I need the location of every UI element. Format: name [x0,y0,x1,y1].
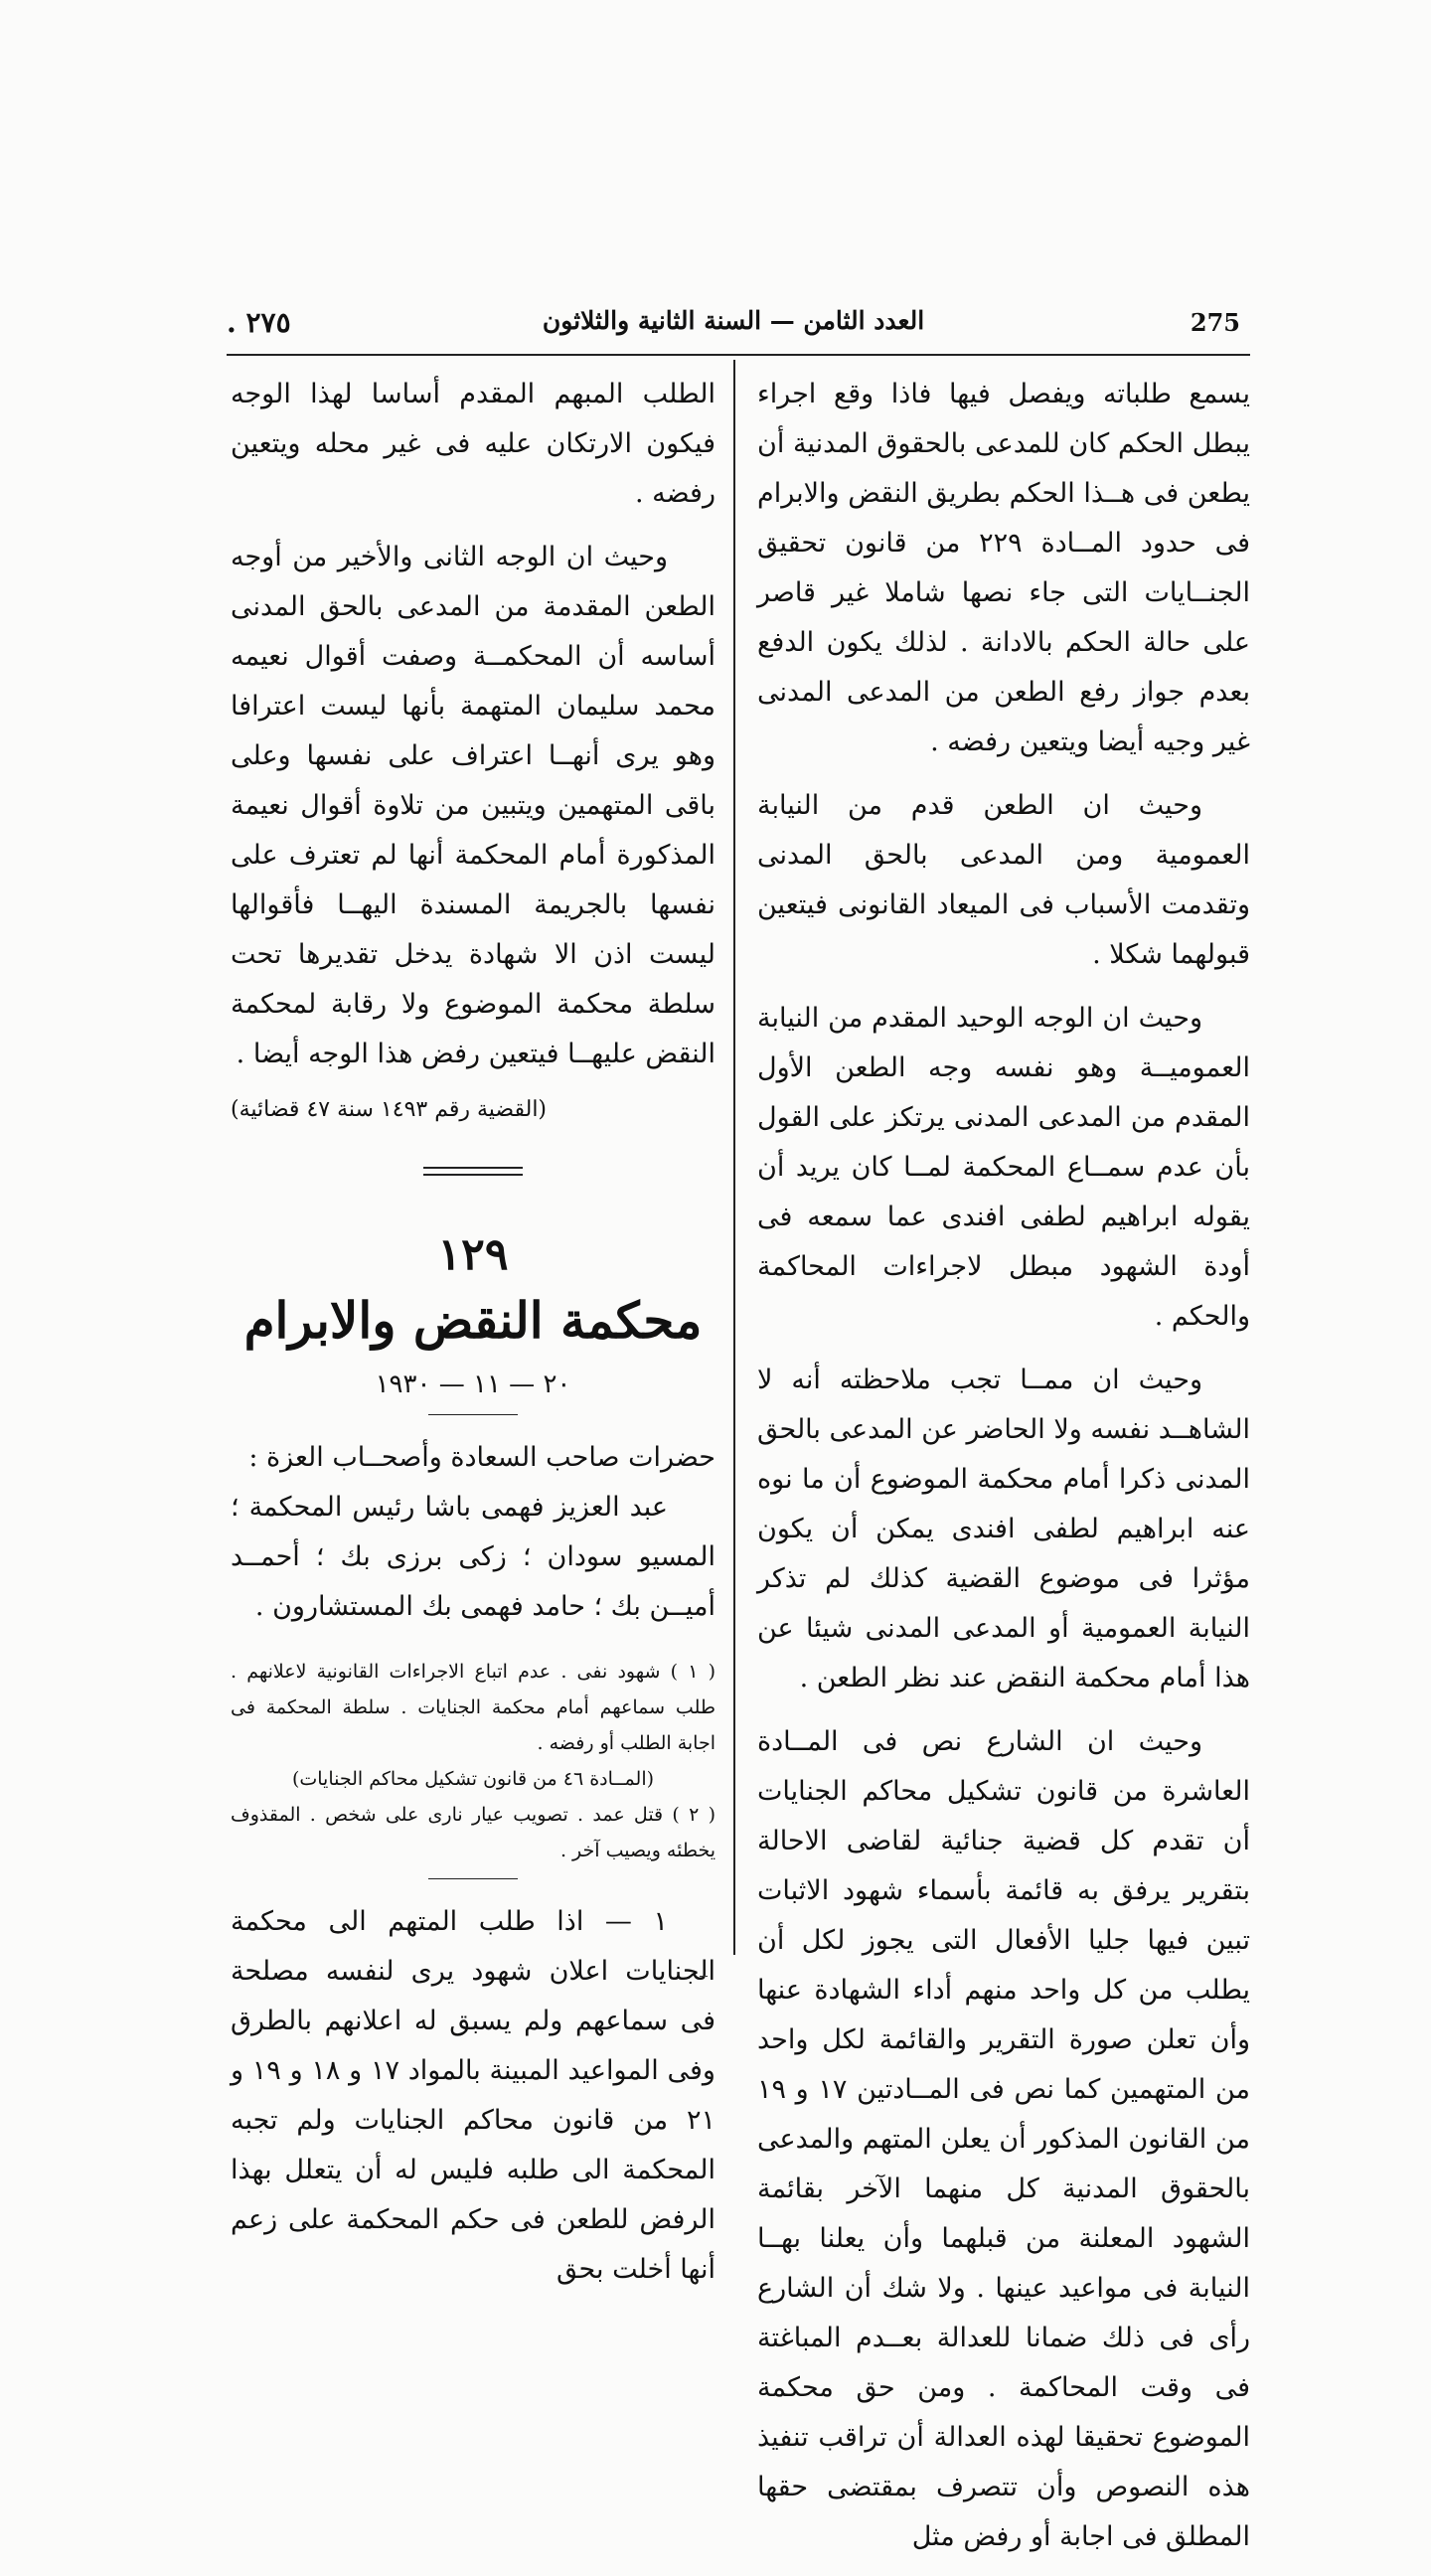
divider [428,1414,518,1415]
bench-members: عبد العزيز فهمى باشا رئيس المحكمة ؛ المسيو سودان ؛ زكى برزى بك ؛ أحمــد أميــن بك ؛ حامد فهمى بك المستشارون . [231,1492,716,1622]
case-date: ٢٠ — ١١ — ١٩٣٠ [375,1369,571,1399]
paragraph: يسمع طلباته ويفصل فيها فاذا وقع اجراء يبطل الحكم كان للمدعى بالحقوق المدنية أن يطعن فى هــذا الحكم بطريق النقض والابرام فى حدود المــادة ٢٢٩ من قانون تحقيق الجنــايات التى جاء نصها شاملا غير قاصر على حالة الحكم بالادانة . لذلك يكون الدفع بعدم جواز رفع الطعن من المدعى المدنى غير وجيه أيضا ويتعين رفضه . [757,379,1250,757]
case-citation: (القضية رقم ١٤٩٣ سنة ٤٧ قضائية) [231,1097,548,1122]
running-header [227,306,1240,350]
left-column [231,370,716,2295]
paragraph: وحيث ان الشارع نص فى المــادة العاشرة من قانون تشكيل محاكم الجنايات أن تقدم كل قضية جنائية لقاضى الاحالة بتقرير يرفق به قائمة بأسماء شهود الاثبات تبين فيها جليا الأفعال التى يجوز لكل أن يطلب من كل واحد منهم أداء الشهادة عنها وأن تعلن صورة التقرير والقائمة لكل واحد من المتهمين كما نص فى المــادتين ١٧ و ١٩ من القانون المذكور أن يعلن المتهم والمدعى بالحقوق المدنية كل منهما الآخر بقائمة الشهود المعلنة من قبلهما وأن يعلنا بهــا النيابة فى مواعيد عينها . ولا شك أن الشارع رأى فى ذلك ضمانا للعدالة بعــدم المباغتة فى وقت المحاكمة . ومن حق محكمة الموضوع تحقيقا لهذه العدالة أن تراقب تنفيذ هذه النصوص وأن تتصرف بمقتضى حقها المطلق فى اجابة أو رفض مثل [757,1726,1250,2552]
bench-intro: حضرات صاحب السعادة وأصحــاب العزة : [248,1442,716,1473]
issue-title: العدد الثامن — السنة الثانية والثلاثون [542,306,925,335]
headnote: ( ١ ) شهود نفى . عدم اتباع الاجراءات القانونية لاعلانهم . طلب سماعهم أمام محكمة الجنايات . سلطة المحكمة فى اجابة الطلب أو رفضه . [231,1661,716,1754]
paragraph: وحيث ان الوجه الوحيد المقدم من النيابة العموميــة وهو نفسه وجه الطعن الأول المقدم من المدعى المدنى يرتكز على القول بأن عدم سمــاع المحكمة لمــا كان يريد أن يقوله ابراهيم لطفى افندى عما سمعه فى أودة الشهود مبطل لاجراءات المحاكمة والحكم . [757,1003,1250,1332]
column-divider [733,360,735,1955]
divider [428,1878,518,1879]
page-number-latin: 275 [1190,308,1240,337]
legal-principle [231,1897,716,2295]
principle-text: ١ — اذا طلب المتهم الى محكمة الجنايات اعلان شهود يرى لنفسه مصلحة فى سماعهم ولم يسبق له اعلانهم بالطرق وفى المواعيد المبينة بالمواد ١٧ و ١٨ و ١٩ و ٢١ من قانون محاكم الجنايات ولم تجبه المحكمة الى طلبه فليس له أن يتعلل بهذا الرفض للطعن فى حكم المحكمة على زعم أنها أخلت بحق [231,1906,716,2285]
bottom-tick-mark [700,1976,708,1977]
case-number: ١٢٩ [437,1229,509,1280]
headnote: ( ٢ ) قتل عمد . تصويب عيار نارى على شخص . المقذوف يخطئه ويصيب آخر . [231,1804,716,1861]
headnote-reference: (المــادة ٤٦ من قانون تشكيل محاكم الجنايات) [291,1768,655,1790]
page-number-arabic: ٢٧٥ . [227,306,291,339]
court-name: محكمة النقض والابرام [243,1291,703,1350]
paragraph: وحيث ان ممــا تجب ملاحظته أنه لا الشاهــد نفسه ولا الحاضر عن المدعى بالحق المدنى ذكرا أمام محكمة الموضوع أن ما نوه عنه ابراهيم لطفى افندى يمكن أن يكون مؤثرا فى موضوع القضية كذلك لم تذكر النيابة العمومية أو المدعى المدنى شيئا عن هذا أمام محكمة النقض عند نظر الطعن . [757,1365,1250,1693]
bench [231,1433,716,1632]
header-rule [227,354,1250,356]
section-separator [423,1167,523,1176]
right-column [757,370,1250,2576]
headnotes [231,1654,716,1868]
paragraph: الطلب المبهم المقدم أساسا لهذا الوجه فيكون الارتكان عليه فى غير محله ويتعين رفضه . [231,379,716,509]
paragraph: وحيث ان الطعن قدم من النيابة العمومية ومن المدعى بالحق المدنى وتقدمت الأسباب فى الميعاد القانونى فيتعين قبولهما شكلا . [757,790,1250,970]
paragraph: وحيث ان الوجه الثانى والأخير من أوجه الطعن المقدمة من المدعى بالحق المدنى أساسه أن المحكمــة وصفت أقوال نعيمه محمد سليمان المتهمة بأنها ليست اعترافا وهو يرى أنهــا اعتراف على نفسها وعلى باقى المتهمين ويتبين من تلاوة أقوال نعيمة المذكورة أمام المحكمة أنها لم تعترف على نفسها بالجريمة المسندة اليهــا فأقوالها ليست اذن الا شهادة يدخل تقديرها تحت سلطة محكمة الموضوع ولا رقابة لمحكمة النقض عليهــا فيتعين رفض هذا الوجه أيضا . [231,542,716,1069]
